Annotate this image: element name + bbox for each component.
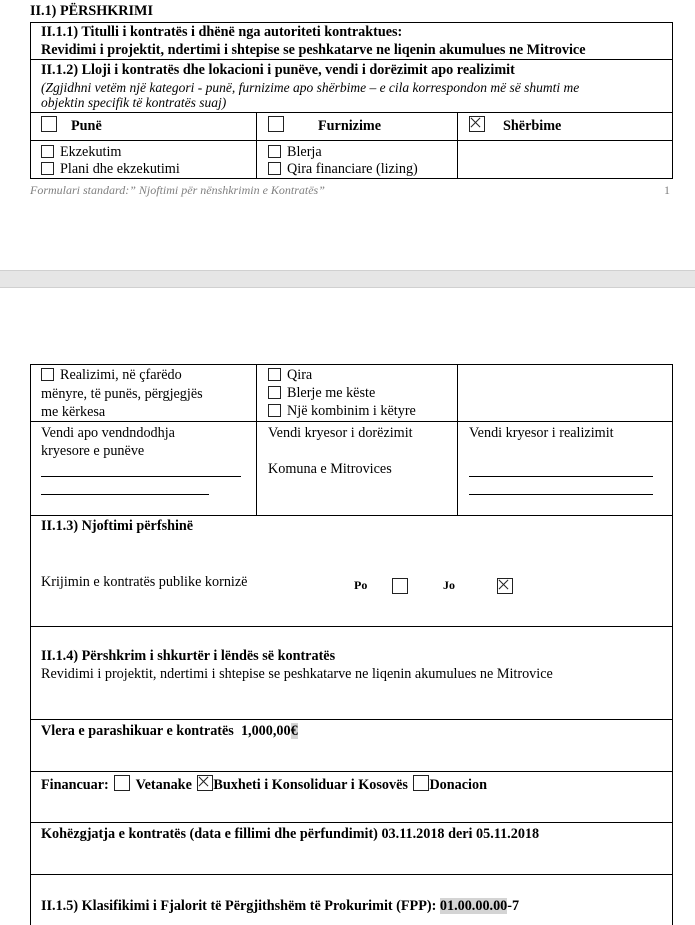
option-no-label: Jo — [443, 578, 455, 592]
option-execution[interactable]: Ekzekutim — [41, 144, 121, 161]
checkbox-purchase[interactable] — [268, 145, 281, 158]
footer-form-name: Formulari standard:” Njoftimi për nënshkrimin e Kontratës” — [30, 183, 325, 197]
option-combination[interactable]: Një kombinim i këtyre — [268, 403, 416, 420]
checkbox-realization[interactable] — [41, 368, 54, 381]
framework-contract-label: Krijimin e kontratës publike kornizë — [41, 574, 248, 590]
contract-title-label: II.1.1) Titulli i kontratës i dhënë nga autoriteti kontraktues: — [41, 24, 403, 40]
estimated-value: Vlera e parashikuar e kontratës 1,000,00€ — [41, 723, 298, 739]
option-plan-execution[interactable]: Plani dhe ekzekutimi — [41, 161, 180, 178]
financing-row: Financuar: Vetanake Buxheti i Konsoliduar i Kosovës Donacion — [41, 777, 487, 793]
option-rent[interactable]: Qira — [268, 367, 312, 384]
works-location-input-line[interactable] — [41, 476, 241, 477]
checkbox-works[interactable] — [41, 116, 57, 132]
table-border — [256, 364, 257, 516]
checkbox-own-funds[interactable] — [114, 775, 130, 791]
table-border — [672, 364, 673, 925]
checkbox-rent[interactable] — [268, 368, 281, 381]
option-realization-cont: mënyre, të punës, përgjegjës — [41, 386, 203, 402]
table-border — [30, 22, 673, 23]
checkbox-consolidated-budget[interactable] — [197, 775, 213, 791]
category-works[interactable]: Punë — [41, 116, 102, 135]
table-border — [30, 59, 673, 60]
contract-duration: Kohëzgjatja e kontratës (data e fillimi dhe përfundimit) 03.11.2018 deri 05.11.2018 — [41, 826, 540, 842]
checkbox-donation[interactable] — [413, 775, 429, 791]
category-services[interactable]: Shërbime — [469, 116, 561, 135]
table-border — [30, 364, 31, 925]
checkbox-leasing[interactable] — [268, 162, 281, 175]
contract-type-label: II.1.2) Lloji i kontratës dhe lokacioni i punëve, vendi i dorëzimit apo realizimit — [41, 62, 515, 78]
table-border — [30, 771, 673, 772]
checkbox-yes[interactable] — [392, 578, 408, 594]
table-border — [30, 626, 673, 627]
table-border — [256, 112, 257, 179]
footer-page-number: 1 — [664, 183, 670, 197]
cpv-suffix: -7 — [507, 898, 520, 914]
table-border — [457, 112, 458, 179]
checkbox-installment[interactable] — [268, 386, 281, 399]
checkbox-execution[interactable] — [41, 145, 54, 158]
notice-includes-label: II.1.3) Njoftimi përfshinë — [41, 518, 194, 534]
cpv-classification: II.1.5) Klasifikimi i Fjalorit të Përgjithshëm të Prokurimit (FPP): 01.00.00.00-7 — [41, 898, 520, 914]
category-supplies[interactable]: Furnizime — [268, 116, 381, 135]
works-location-label: kryesore e punëve — [41, 443, 145, 459]
table-border — [30, 421, 673, 422]
table-border — [30, 364, 673, 365]
option-installment[interactable]: Blerje me këste — [268, 385, 375, 402]
checkbox-services[interactable] — [469, 116, 485, 132]
checkbox-no[interactable] — [497, 578, 513, 594]
section-title: II.1) PËRSHKRIMI — [30, 3, 153, 19]
currency-symbol: € — [290, 723, 298, 739]
option-realization[interactable]: Realizimi, në çfarëdo — [41, 367, 182, 384]
realization-location-label: Vendi kryesor i realizimit — [469, 425, 614, 441]
checkbox-combination[interactable] — [268, 404, 281, 417]
delivery-location-label: Vendi kryesor i dorëzimit — [268, 425, 413, 441]
delivery-location-value: Komuna e Mitrovices — [268, 461, 392, 477]
table-border — [30, 719, 673, 720]
contract-type-hint: (Zgjidhni vetëm një kategori - punë, furnizime apo shërbime – e cila korrespondon më së shumti me — [41, 80, 580, 95]
table-border — [30, 874, 673, 875]
contract-title-value: Revidimi i projektit, ndertimi i shtepise se peshkatarve ne liqenin akumulues ne Mitrovice — [41, 42, 586, 58]
checkbox-supplies[interactable] — [268, 116, 284, 132]
table-border — [30, 515, 673, 516]
table-border — [30, 178, 673, 179]
table-border — [30, 22, 31, 179]
option-purchase[interactable]: Blerja — [268, 144, 322, 161]
table-border — [457, 364, 458, 516]
checkbox-plan-execution[interactable] — [41, 162, 54, 175]
table-border — [672, 22, 673, 179]
works-location-input-line[interactable] — [41, 494, 209, 495]
table-border — [30, 112, 673, 113]
estimated-value-amount: 1,000,00 — [240, 723, 291, 739]
works-location-label: Vendi apo vendndodhja — [41, 425, 175, 441]
table-border — [30, 822, 673, 823]
realization-location-input-line[interactable] — [469, 494, 653, 495]
option-yes-label: Po — [354, 578, 368, 592]
cpv-code: 01.00.00.00 — [439, 898, 508, 914]
option-realization-cont: me kërkesa — [41, 404, 106, 420]
page-separator — [0, 270, 695, 288]
option-leasing[interactable]: Qira financiare (lizing) — [268, 161, 418, 178]
realization-location-input-line[interactable] — [469, 476, 653, 477]
table-border — [30, 140, 673, 141]
contract-type-hint: objektin specifik të kontratës suaj) — [41, 95, 227, 110]
short-description-label: II.1.4) Përshkrim i shkurtër i lëndës së kontratës — [41, 648, 336, 664]
short-description-value: Revidimi i projektit, ndertimi i shtepise se peshkatarve ne liqenin akumulues ne Mitrovice — [41, 666, 553, 682]
